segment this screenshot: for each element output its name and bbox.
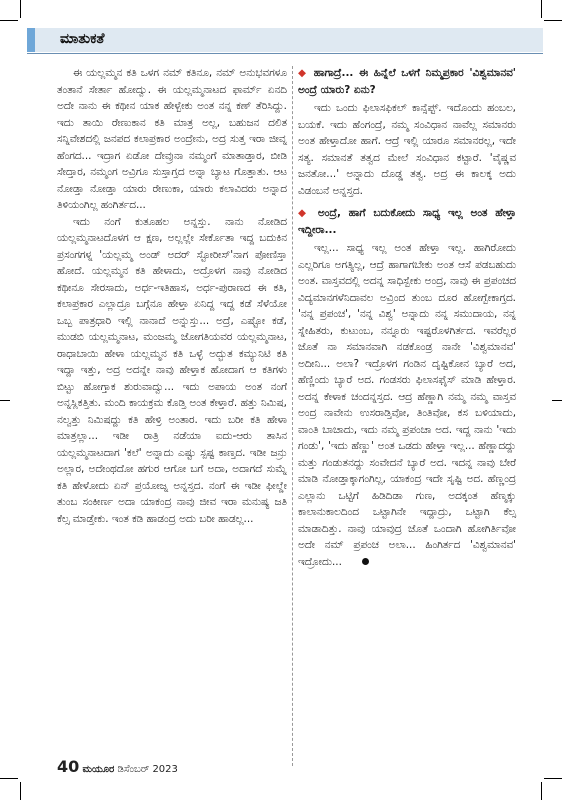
- crop-mark: [541, 782, 542, 800]
- crop-mark: [0, 400, 10, 401]
- body-paragraph: ಇದು ನಂಗೆ ಕುತೂಹಲ ಅನ್ನಸ್ತು. ನಾನು ನೋಡಿದ ಯಲ್ಲಮ್ಮನಾಟದೊಳಗ ಆ ಕ್ಷಣ, ಅಲ್ಲಲ್ಲೇ ಸೇರ್ಕೊತಾ ಇದ್ದ ಬದುಕಿನ ಪ್ರಸಂಗಗಳ್ನ 'ಯಲ್ಲಮ್ಮ ಅಂಡ್ ಅದರ್ ಸ್ಟೋರೀಸ್'ನಾಗ ಪೋಣಿಸ್ತಾ ಹೋದೆ. ಯಲ್ಲಮ್ಮನ ಕತಿ ಹೇಳಾದು, ಅದ್ರೊಳಗ ನಾವು ನೋಡಿದ ಕಥೀನೂ ಸೇರಸಾದು, ಅರ್ಧ-ಇತಿಹಾಸ, ಅರ್ಧ-ಪುರಾಣದ ಈ ಕತಿ, ಕಲಾಪ್ರಕಾರ ಎಲ್ಲಾದ್ರೂ ಬಗ್ಗೆನೂ ಹೇಳ್ತಾ ಏನಿದ್ದ ಇದ್ದ ಕಡೆ ಸೆಳೆಯೋ ಒಬ್ಬ ಪಾತ್ರಧಾರಿ ಇಲ್ಲಿ ನಾನಾದೆ ಅನ್ನುಸ್ತು... ಅದ್ರೆ, ಎಷ್ಟೋ ಕಡೆ, ಮುಡಬಿ ಯಲ್ಲಮ್ಮನಾಟ, ಮಂಜಮ್ಮ ಜೋಗತಿಯವರ ಯಲ್ಲಮ್ಮನಾಟ, ರಾಧಾಬಾಯಿ ಹೇಳಾ ಯಲ್ಲಮ್ಮನ ಕತಿ ಒಳ್ಳೆ ಅದ್ಭುತ ಕಮ್ಯುನಿಟಿ ಕತಿ ಇದ್ದಾ ಇತ್ತು, ಅದ್ರ ಅದನ್ನೇ ನಾವು ಹೇಳ್ತಾಕ ಹೋದಾಗ ಆ ಕತಿಗಳು ಬಿಟ್ಟು ಹೋಗ್ತಾಕ ಶುರುವಾದ್ವು... ಇದು ಅಪಾಯ ಅಂತ ನಂಗೆ ಅನ್ನಸ್ಲಿಕತ್ತಿತು. ಮಂದಿ ಕಾಯಕ್ರಮ ಕೊಡ್ತಿ ಅಂತ ಕೇಳ್ತಾರೆ. ಹತ್ತು ನಿಮಿಷ, ನಲ್ವತ್ತು ನಿಮಿಷದ್ದು ಕತಿ ಹೇಳ್ರಿ ಅಂತಾರ. ಇದು ಬರೀ ಕತಿ ಹೇಳಾ ಮಾತ್ರಲ್ಲಾ... ಇಡೀ ರಾತ್ರಿ ನಡೆಯಾ ಐದು-ಆರು ತಾಸಿನ ಯಲ್ಲಮ್ಮನಾಟದಾಗ 'ಕಲೆ' ಅನ್ನಾದು ಎಷ್ಟು ಸ್ಪಷ್ಟ ಕಾಣ್ತದ. ಇಡೀ ಜನ್ರು ಅಲ್ಲಾರ, ಅದೇಂಥದೋ ಹಗುರ ಆಗೋ ಬಗೆ ಅದಾ, ಅದಾಗದೆ ಸುಮ್ನೆ ಕತಿ ಹೇಳೋದು ಏನ್ ಪ್ರಯೋಜ್ನ ಅನ್ನಸ್ತದ. ನಂಗೆ ಈ ಇಡೀ ಫೀಲ್ಡೇ ತುಂಬ ಸಂಕೀರ್ಣ ಅದಾ ಯಾಕಂದ್ರ ನಾವು ಜೀವ ಇರಾ ಮನುಷ್ಯ ಜತಿ ಕೆಲ್ಸ ಮಾಡ್ತೇಕು. ಇಂತ ಕಡಿ ಹಾಡಂದ್ರ ಅದು ಬರೀ ಹಾಡಲ್ಲ...: [57, 215, 287, 525]
- crop-mark: [541, 0, 542, 18]
- issue-date: ಡಿಸೆಂಬರ್ 2023: [117, 764, 178, 775]
- page-number: 40: [57, 757, 80, 776]
- interview-question: [298, 65, 516, 98]
- body-paragraph: ಈ ಯಲ್ಲಮ್ಮನ ಕತಿ ಒಳಗ ನಮ್ ಕತಿನೂ, ನಮ್ ಅನುಭವಗಳೂ ತಂತಾನೆ ಸೇರ್ತಾ ಹೋದ್ವು. ಈ ಯಲ್ಲಮ್ಮನಾಟದ ಫಾರ್ಮ್ ಏನದಿ ಅದೇ ನಾನು ಈ ಕಥೀನ ಯಾಕ ಹೇಳ್ಬೇಕು ಅಂತ ನನ್ನ ಕಣ್ ತೆರಿಸಿದ್ದು. ಇದು ತಾಯಿ ರೇಣುಕಾನ ಕತಿ ಮಾತ್ರ ಅಲ್ಲ, ಬಹುಜನ ದಲಿತ ಸನ್ನಿವೇಶದಲ್ಲಿ ಜನಪದ ಕಲಾಪ್ರಕಾರ ಅಂದ್ರೇನು, ಅದ್ರ ಸುತ್ತ ಇರಾ ಜೀವ್ನ ಹೆಂಗದ... ಇದ್ರಾಗ ಏಡೋ ದೇವ್ರುನಾ ನಮ್ಮಂಗೆ ಮಾತಾಡ್ತಾರ, ಬೀಡಿ ಸೇದ್ತಾರ, ನಮ್ಮಂಗ ಅವ್ರಿಗೂ ಸುಸ್ತಾಗ್ತದ ಅನ್ನಾ ಬ್ಯಾಟ ಗೊತ್ತಾತು. ಆಟ ನೋಡ್ತಾ ನೋಡ್ತಾ ಯಾರು ರೇಣುಕಾ, ಯಾರು ಕಲಾವಿದರು ಅನ್ನಾದ ತಿಳಿಯಂಗಿಲ್ಲ ಹಂಗಿರ್ತದ...: [57, 67, 287, 211]
- right-column: [298, 65, 516, 576]
- end-mark-icon: [362, 558, 369, 565]
- header-rule: [27, 53, 543, 54]
- crop-mark: [0, 20, 18, 21]
- interview-question: [298, 205, 516, 238]
- crop-mark: [544, 20, 562, 21]
- column-divider: [292, 66, 293, 766]
- crop-mark: [20, 782, 21, 800]
- question-text: ಹಾಗಾದ್ರೆ... ಈ ಹಿನ್ನೆಲೆ ಒಳಗೆ ನಿಮ್ಮಪ್ರಕಾರ 'ವಿಶ್ವಮಾನವ' ಅಂದ್ರೆ ಯಾರು? ಏನು?: [298, 67, 516, 96]
- magazine-name: ಮಯೂರ: [82, 764, 115, 775]
- answer-text: ಇಲ್ಲ... ಸಾಧ್ಯ ಇಲ್ಲ ಅಂತ ಹೇಳ್ತಾ ಇಲ್ಲ. ಹಾಗಿರೋದು ಎಲ್ಲರಿಗೂ ಅಗತ್ಯಿಲ್ಲ, ಆದ್ರೆ ಹಾಗಾಗಬೇಕು ಅಂತ ಆಸೆ ಪಡಬಹುದು ಅಂತ. ವಾಸ್ತವದಲ್ಲಿ ಅದನ್ನ ಸಾಧಿಸ್ಬೇಕು ಅಂದ್ರ, ನಾವು ಈ ಪ್ರಪಂಚದ ವಿದ್ಯಮಾನಗಳೆನಿದಾವಲ ಅವ್ರಿಂದ ತುಂಬ ದೂರ ಹೋಗ್ಬೇಕಾಗ್ತದ. 'ನನ್ನ ಪ್ರಪಂಚ', 'ನನ್ನ ವಿಶ್ವ' ಅನ್ನಾದು ನನ್ನ ಸಮುದಾಯ, ನನ್ನ ಸ್ನೇಹಿತರು, ಕುಟುಂಬ, ನನ್ನೂರು ಇಷ್ಟರೊಳಗಿರ್ತದ. ಇವರೆಲ್ಲರ ಜೊತೆ ನಾ ಸಮಾನವಾಗಿ ನಡಕೊಂಡ್ರ ನಾನೇ 'ವಿಶ್ವಮಾನವ' ಅದೀನಿ... ಅಲಾ? ಇದ್ರೊಳಗ ಗಂಡಿನ ದೃಷ್ಟಿಕೋನ ಬ್ಯಾರೆ ಅದ, ಹೆಣ್ಣಿಂದು ಬ್ಯಾರೆ ಅದ. ಗಂಡಸರು ಫಿಲಾಸಫೈಸ್ ಮಾಡಿ ಹೇಳ್ತಾರ. ಅದನ್ನ ಕೇಳಾಕ ಚಂದನ್ನಸ್ತದ. ಆದ್ರ ಹೆಣ್ಣಾಗಿ ನಮ್ಮ ನಮ್ಮ ವಾಸ್ತವ ಅಂದ್ರ ನಾವೇನು ಉಸರಾಡ್ತಿವೋ, ತಿಂತಿವೋ, ಕಸ ಬಳಿಯಾದು, ವಾಂತಿ ಬಾಚಾದು, ಇದು ನಮ್ಮ ಪ್ರಪಂಚಾ ಅದ. ಇದ್ದ ನಾನು 'ಇದು ಗಂಡು', 'ಇದು ಹೆಣ್ಣು' ಅಂತ ಒಡದು ಹೇಳ್ತಾ ಇಲ್ಲ... ಹೆಣ್ಣಾದದ್ದು ಮತ್ತು ಗಂಡುತನದ್ದು ಸಂವೇದನೆ ಬ್ಯಾರೆ ಅದ. ಇದನ್ನ ನಾವು ಬೇರೆ ಮಾಡಿ ನೋಡ್ತಾಕ್ಕಾಗಂಗಿಲ್ಲ, ಯಾಕಂದ್ರ ಇದೇ ಸೃಷ್ಟಿ ಅದ. ಹೆಣ್ಣಂದ್ರ ಎಲ್ಲಾನು ಒಟ್ಟಿಗೆ ಹಿಡಿದಿಡಾ ಗುಣ, ಅದಕ್ಕಂತ ಹೆಣ್ಮಕ್ಕು ಕಾಲಾನುಕಾಲದಿಂದ ಒಟ್ಟಾಗಿನೇ ಇದ್ದಾದ್ರು, ಒಟ್ಟಾಗಿ ಕೆಲ್ಸ ಮಾಡಾದಿತ್ತು. ನಾವು ಯಾವುದ್ರ ಜೊತೆ ಒಂದಾಗಿ ಹೋಗಿರ್ತಿವೋ ಅದೇ ನಮ್ ಪ್ರಪಂಚ ಅಲಾ... ಹಿಂಗಿರ್ತದ 'ವಿಶ್ವಮಾನವ' ಇದ್ರೋದು...: [298, 242, 516, 568]
- question-text: ಅಂದ್ರೆ, ಹಾಗೆ ಬದುಕೋದು ಸಾಧ್ಯ ಇಲ್ಲ ಅಂತ ಹೇಳ್ತಾ ಇದ್ದೀರಾ...: [298, 207, 516, 236]
- page-footer: [57, 757, 178, 776]
- interview-answer: ಇದು ಒಂದು ಫಿಲಾಸಫಿಕಲ್ ಕಾನ್ಸೆಪ್ಟ್. ಇದೊಂದು ಹಂಬಲ, ಬಯಕೆ. ಇದು ಹೆಂಗಂದ್ರೆ, ನಮ್ಮ ಸಂವಿಧಾನ ನಾವೆಲ್ಲ ಸಮಾನರು ಅಂತ ಹೇಳ್ತಾದೋ ಹಾಗೆ. ಆದ್ರೆ ಇಲ್ಲಿ ಯಾರೂ ಸಮಾನರಲ್ಲ, ಇದೇ ಸತ್ಯ. ಸಮಾನತೆ ತತ್ವದ ಮೇಲೆ ಸಂವಿಧಾನ ಕಟ್ಟಾರೆ. 'ವೈಷ್ಣವ ಜನತೋ...' ಅನ್ನಾದು ದೊಡ್ಡ ತತ್ವ. ಅದ್ರ ಈ ಕಾಲಕ್ಕ ಅದು ವಿಡಂಬನೆ ಅನ್ನಸ್ತದ.: [298, 102, 516, 197]
- section-title: ಮಾತುಕತೆ: [60, 31, 105, 47]
- header-accent: [27, 28, 35, 52]
- interview-answer: [298, 240, 516, 570]
- question-marker-icon: ◆: [298, 207, 311, 219]
- crop-mark: [20, 0, 21, 18]
- question-marker-icon: ◆: [298, 67, 309, 79]
- crop-mark: [0, 778, 18, 779]
- section-header: [27, 28, 543, 54]
- crop-mark: [544, 778, 562, 779]
- crop-mark: [552, 400, 562, 401]
- left-column: [57, 65, 287, 527]
